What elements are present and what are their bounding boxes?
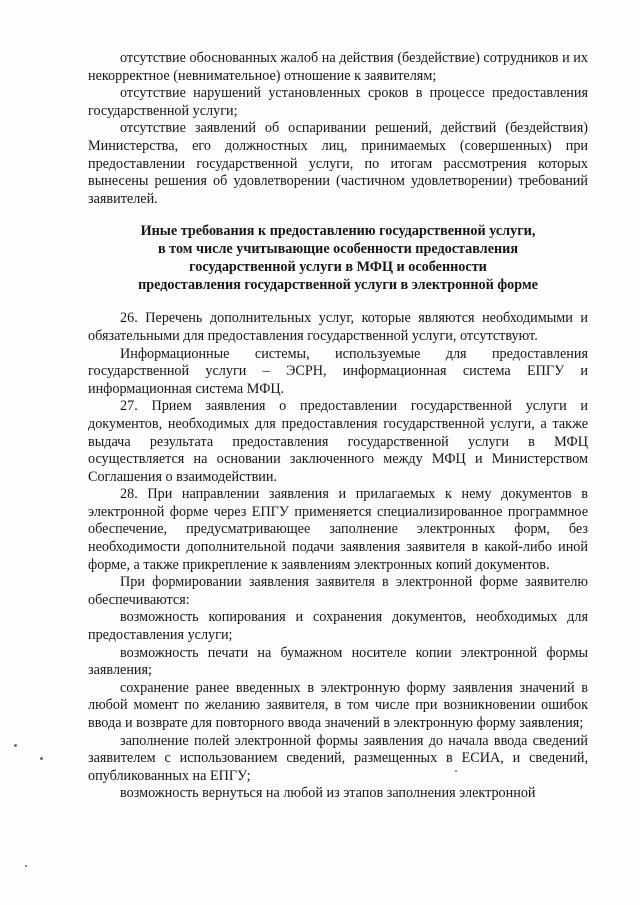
scan-speck xyxy=(14,744,17,747)
document-body xyxy=(88,50,588,803)
text-paragraph: заполнение полей электронной формы заявления до начала ввода сведений заявителем с использованием сведений, размещенных в ЕСИА, и сведений, опубликованных на ЕПГУ; xyxy=(88,732,588,784)
scan-speck xyxy=(25,865,27,867)
heading-line: в том числе учитывающие особенности предоставления xyxy=(157,241,519,258)
heading-line: предоставления государственной услуги в электронной форме xyxy=(138,277,538,294)
text-paragraph: 28. При направлении заявления и прилагаемых к нему документов в электронной форме через ЕПГУ применяется специализированное программное обеспечение, предусматривающее заполнение электронных форм, без необходимости дополнительной подачи заявления заявителя в какой-либо иной форме, а также прикрепление к заявлениям электронных копий документов. xyxy=(88,486,588,573)
text-paragraph: возможность печати на бумажном носителе копии электронной формы заявления; xyxy=(88,644,588,679)
scan-speck xyxy=(40,757,43,760)
text-paragraph: возможность вернуться на любой из этапов заполнения электронной xyxy=(120,785,536,802)
text-paragraph: 27. Прием заявления о предоставлении государственной услуги и документов, необходимых для предоставления государственной услуги, а также выдача результата предоставления государственной услуги в МФЦ осуществляется на основании заключенного между МФЦ и Министерством Соглашения о взаимодействии. xyxy=(88,398,588,485)
text-paragraph: отсутствие обоснованных жалоб на действия (бездействие) сотрудников и их некорректное (невнимательное) отношение к заявителям; xyxy=(88,50,588,84)
text-paragraph: 26. Перечень дополнительных услуг, которые являются необходимыми и обязательными для предоставления государственной услуги, отсутствуют. xyxy=(88,310,588,344)
text-paragraph: отсутствие нарушений установленных сроков в процессе предоставления государственной услуги; xyxy=(88,85,588,119)
text-paragraph: При формировании заявления заявителя в электронной форме заявителю обеспечиваются: xyxy=(88,574,588,608)
text-paragraph: сохранение ранее введенных в электронную форму заявления значений в любой момент по желанию заявителя, в том числе при возникновении ошибок ввода и возврате для повторного ввода значений в электронную форму заявления; xyxy=(88,679,588,731)
text-paragraph: возможность копирования и сохранения документов, необходимых для предоставления услуги; xyxy=(88,609,588,644)
section-heading xyxy=(88,222,588,294)
heading-line: государственной услуги в МФЦ и особенности xyxy=(189,259,487,276)
text-paragraph: отсутствие заявлений об оспаривании решений, действий (бездействия) Министерства, его должностных лиц, принимаемых (совершенных) при предоставлении государственной услуги, по итогам рассмотрения которых вынесены решения об удовлетворении (частичном удовлетворении) требований заявителей. xyxy=(88,120,588,207)
text-paragraph: Информационные системы, используемые для предоставления государственной услуги – ЭСРН, информационная система ЕПГУ и информационная система МФЦ. xyxy=(88,345,588,397)
heading-line: Иные требования к предоставлению государственной услуги, xyxy=(140,223,536,240)
